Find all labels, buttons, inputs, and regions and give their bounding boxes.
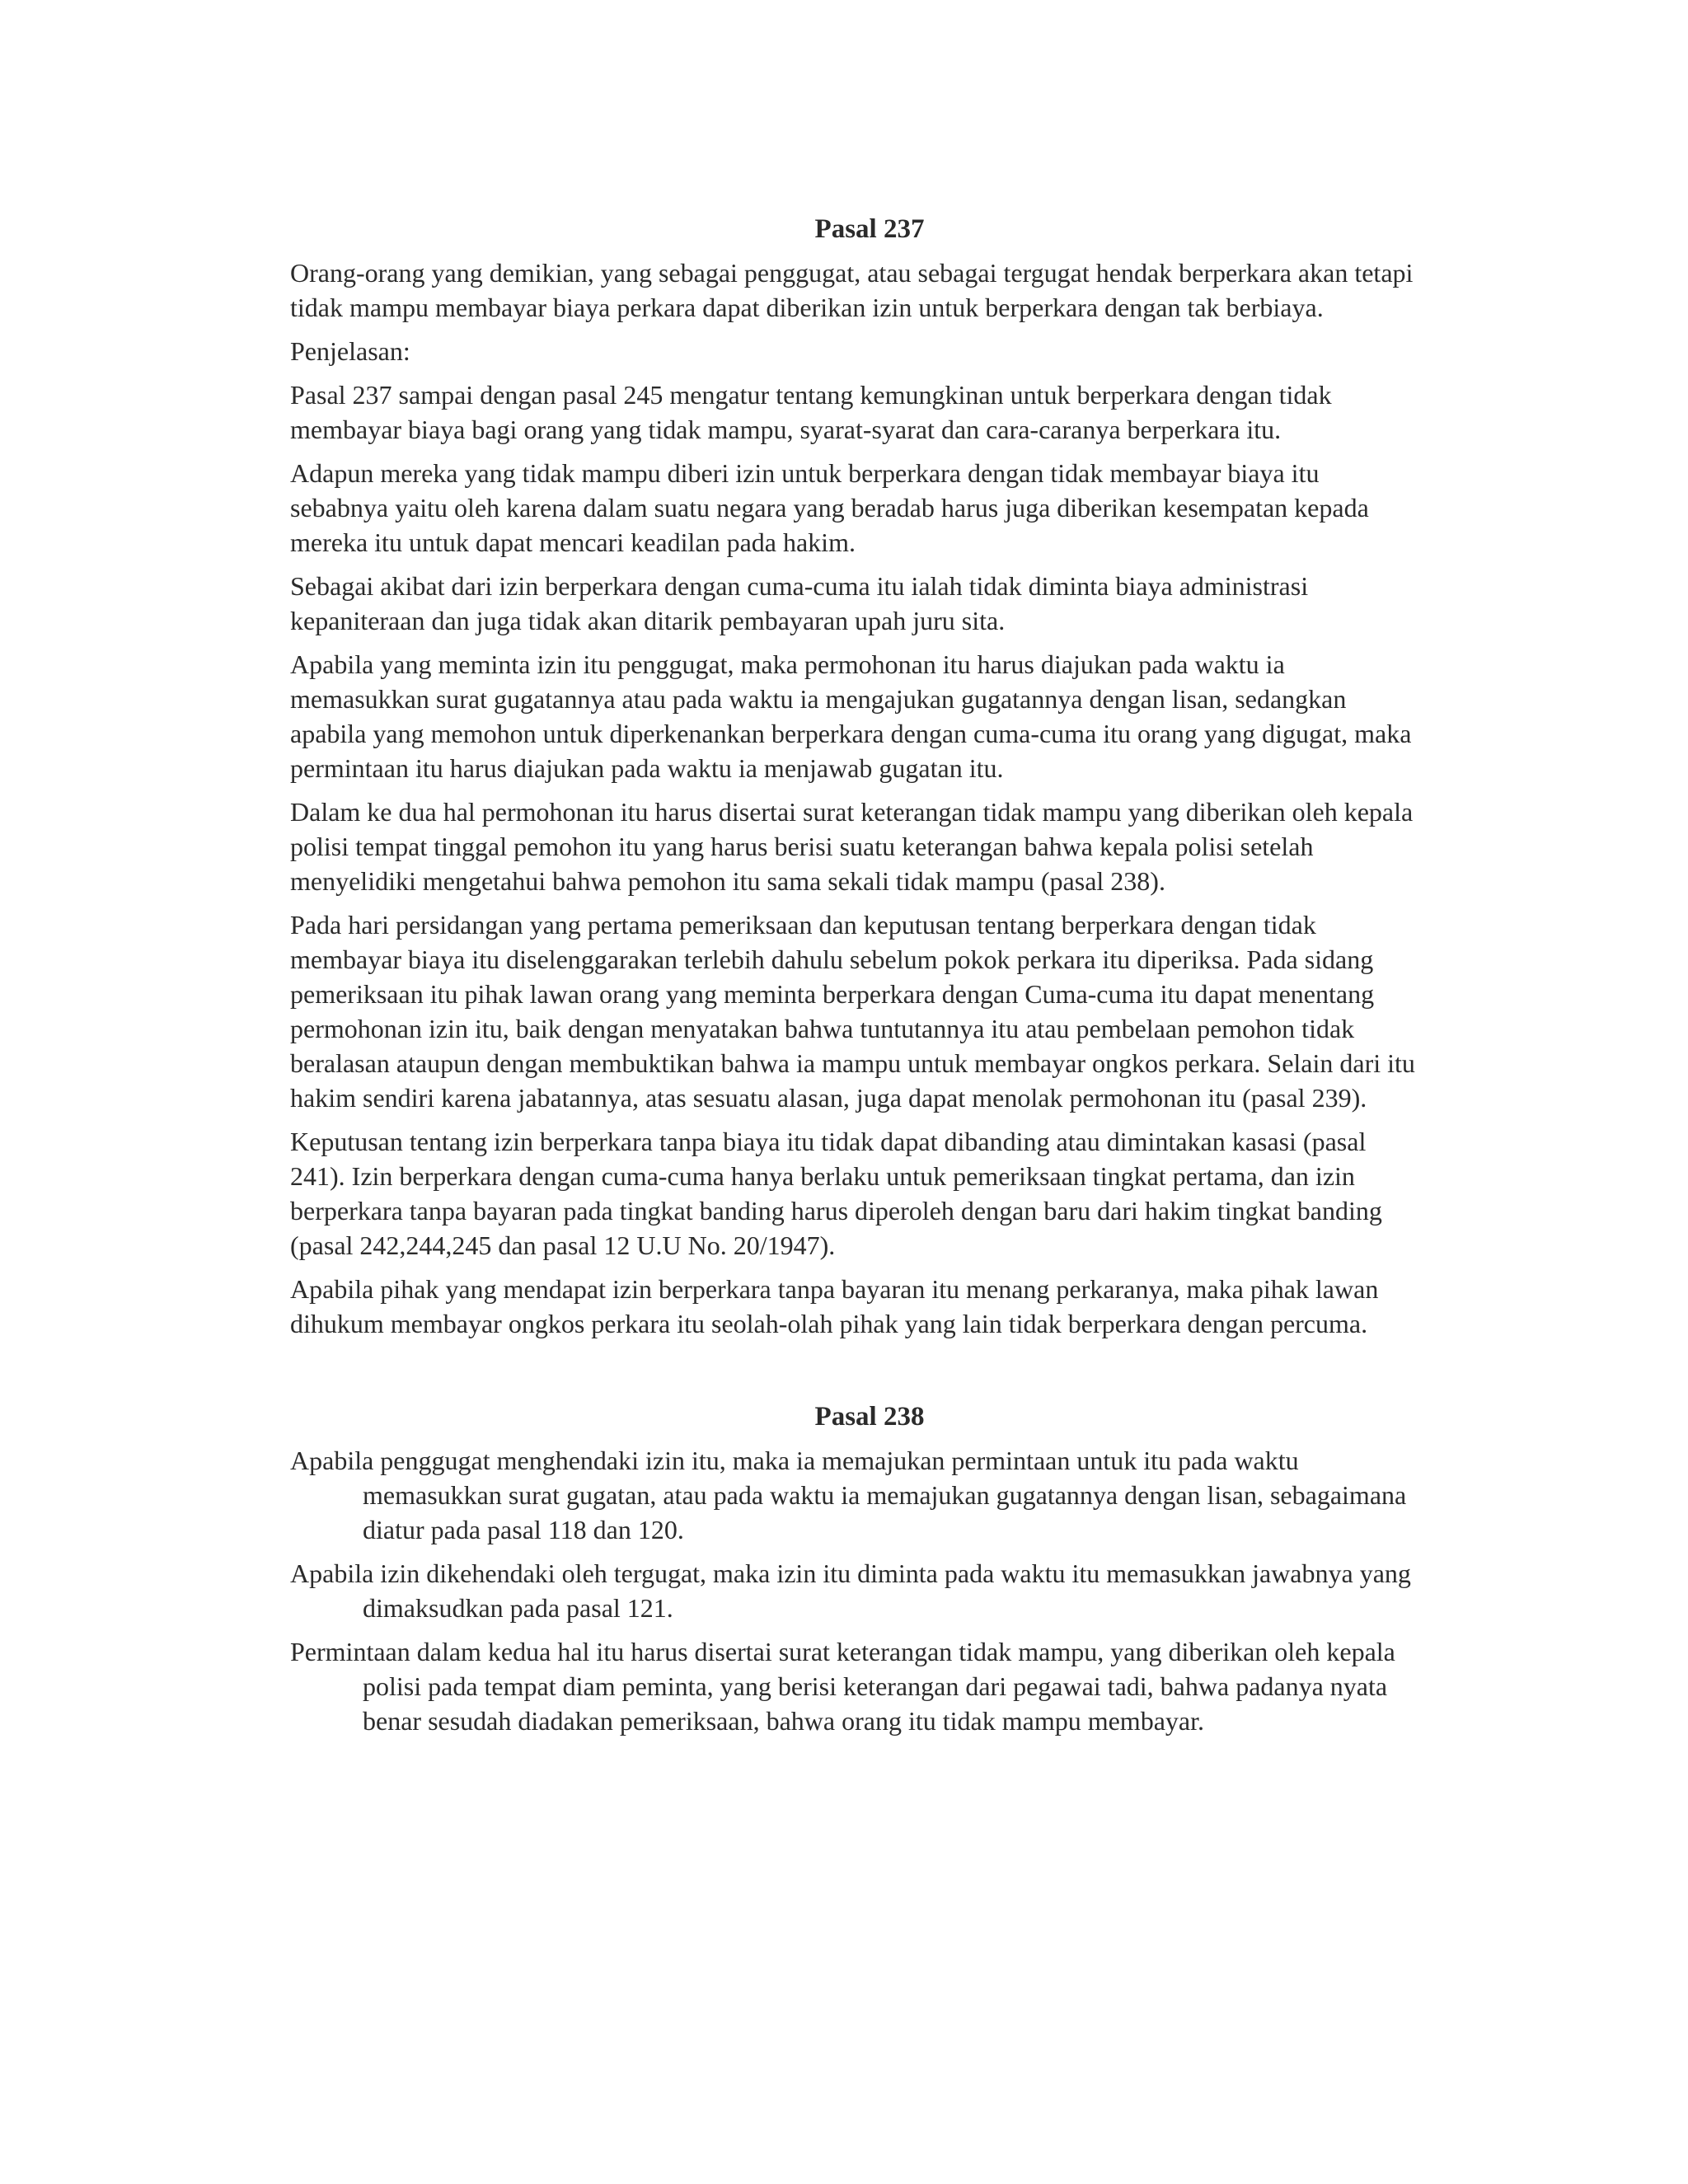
paragraph: Adapun mereka yang tidak mampu diberi izin untuk berperkara dengan tidak membayar biaya itu sebabnya yaitu oleh karena dalam suatu negara yang beradab harus juga diberikan kesempatan kepada mereka itu untuk dapat mencari keadilan pada hakim. (290, 458, 1369, 557)
hanging-paragraph: Apabila penggugat menghendaki izin itu, maka ia memajukan permintaan untuk itu pada waktu memasukkan surat gugatan, atau pada waktu ia memajukan gugatannya dengan lisan, sebagaimana diatur pada pasal 118 dan 120. (290, 1446, 1407, 1544)
section-heading-pasal-238: Pasal 238 (814, 1402, 925, 1432)
paragraph: Sebagai akibat dari izin berperkara dengan cuma-cuma itu ialah tidak diminta biaya administrasi kepaniteraan dan juga tidak akan ditarik pembayaran upah juru sita. (290, 571, 1309, 635)
explanation-label: Penjelasan: (290, 336, 410, 366)
paragraph: Apabila yang meminta izin itu penggugat, maka permohonan itu harus diajukan pada waktu ia memasukkan surat gugatannya atau pada waktu ia mengajukan gugatannya dengan lisan, sedangkan apabila yang memohon untuk diperkenankan berperkara dengan cuma-cuma itu orang yang digugat, maka permintaan itu harus diajukan pada waktu ia menjawab gugatan itu. (290, 649, 1412, 783)
hanging-paragraph: Apabila izin dikehendaki oleh tergugat, maka izin itu diminta pada waktu itu memasukkan jawabnya yang dimaksudkan pada pasal 121. (290, 1558, 1411, 1623)
paragraph: Pasal 237 sampai dengan pasal 245 mengatur tentang kemungkinan untuk berperkara dengan tidak membayar biaya bagi orang yang tidak mampu, syarat-syarat dan cara-caranya berperkara itu. (290, 380, 1332, 444)
paragraph: Keputusan tentang izin berperkara tanpa biaya itu tidak dapat dibanding atau dimintakan kasasi (pasal 241). Izin berperkara dengan cuma-cuma hanya berlaku untuk pemeriksaan tingkat pertama, dan izin berperkara tanpa bayaran pada tingkat banding harus diperoleh dengan baru dari hakim tingkat banding (pasal 242,244,245 dan pasal 12 U.U No. 20/1947). (290, 1127, 1382, 1260)
paragraph: Dalam ke dua hal permohonan itu harus disertai surat keterangan tidak mampu yang diberikan oleh kepala polisi tempat tinggal pemohon itu yang harus berisi suatu keterangan bahwa kepala polisi setelah menyelidiki mengetahui bahwa pemohon itu sama sekali tidak mampu (pasal 238). (290, 797, 1414, 896)
document-page (290, 213, 1419, 1747)
hanging-paragraph: Permintaan dalam kedua hal itu harus disertai surat keterangan tidak mampu, yang diberikan oleh kepala polisi pada tempat diam peminta, yang berisi keterangan dari pegawai tadi, bahwa padanya nyata benar sesudah diadakan pemeriksaan, bahwa orang itu tidak mampu membayar. (290, 1637, 1395, 1736)
paragraph: Pada hari persidangan yang pertama pemeriksaan dan keputusan tentang berperkara dengan tidak membayar biaya itu diselenggarakan terlebih dahulu sebelum pokok perkara itu diperiksa. Pada sidang pemeriksaan itu pihak lawan orang yang meminta berperkara dengan Cuma-cuma itu dapat menentang permohonan izin itu, baik dengan menyatakan bahwa tuntutannya itu atau pembelaan pemohon tidak beralasan ataupun dengan membuktikan bahwa ia mampu untuk membayar ongkos perkara. Selain dari itu hakim sendiri karena jabatannya, atas sesuatu alasan, juga dapat menolak permohonan itu (pasal 239). (290, 910, 1415, 1113)
paragraph: Orang-orang yang demikian, yang sebagai penggugat, atau sebagai tergugat hendak berperkara akan tetapi tidak mampu membayar biaya perkara dapat diberikan izin untuk berperkara dengan tak berbiaya. (290, 258, 1414, 322)
section-heading-pasal-237: Pasal 237 (814, 214, 925, 244)
paragraph: Apabila pihak yang mendapat izin berperkara tanpa bayaran itu menang perkaranya, maka pihak lawan dihukum membayar ongkos perkara itu seolah-olah pihak yang lain tidak berperkara dengan percuma. (290, 1274, 1379, 1338)
